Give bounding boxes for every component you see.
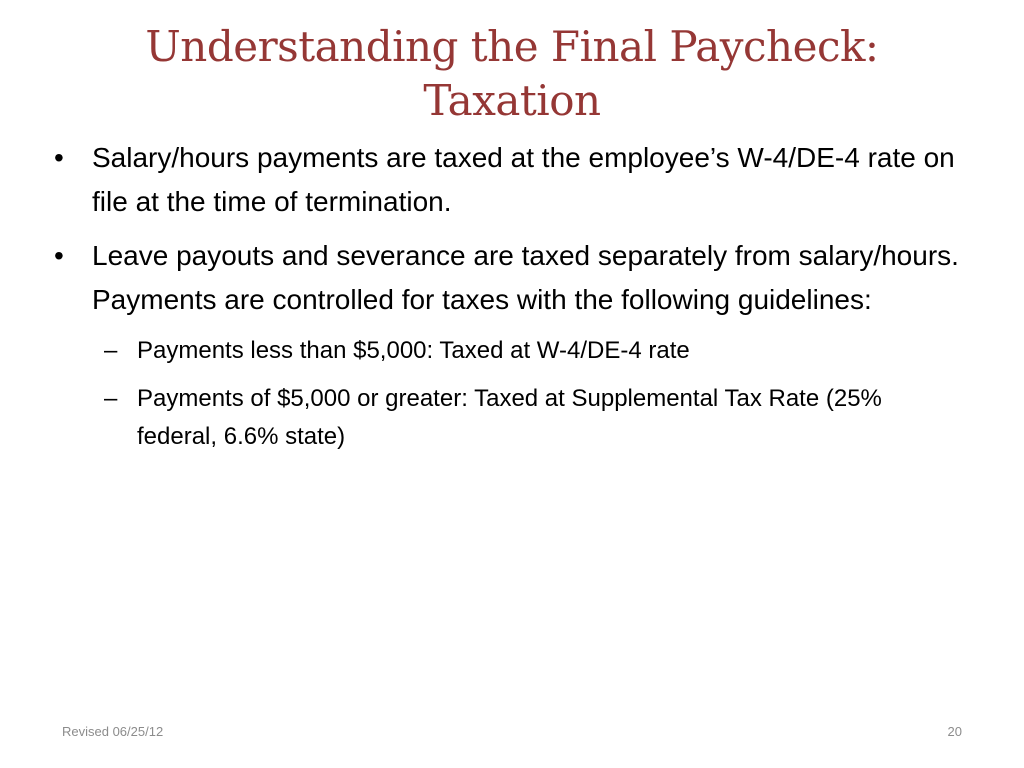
slide-title xyxy=(60,20,964,128)
sub-bullet-text: Payments less than $5,000: Taxed at W-4/DE-4 rate xyxy=(137,337,690,364)
sub-bullet-marker: – xyxy=(104,385,118,412)
slide-body xyxy=(52,136,962,466)
slide-title-line-2: Taxation xyxy=(423,76,601,125)
footer-revision-date: Revised 06/25/12 xyxy=(62,724,164,739)
bullet-item xyxy=(52,234,962,322)
bullet-item xyxy=(52,136,962,224)
sub-bullet-marker: – xyxy=(104,337,118,364)
slide-number: 20 xyxy=(947,724,962,739)
slide-title-line-1: Understanding the Final Paycheck: xyxy=(145,22,879,71)
sub-bullet-text: Payments of $5,000 or greater: Taxed at Supplemental Tax Rate (25% federal, 6.6% state) xyxy=(137,385,882,450)
bullet-marker: • xyxy=(54,240,64,271)
sub-bullet-item xyxy=(52,380,962,456)
bullet-text: Salary/hours payments are taxed at the employee’s W-4/DE-4 rate on file at the time of termination. xyxy=(92,142,955,217)
bullet-text: Leave payouts and severance are taxed separately from salary/hours. Payments are controlled for taxes with the following guidelines: xyxy=(92,240,959,315)
sub-bullet-item xyxy=(52,332,962,370)
bullet-marker: • xyxy=(54,142,64,173)
